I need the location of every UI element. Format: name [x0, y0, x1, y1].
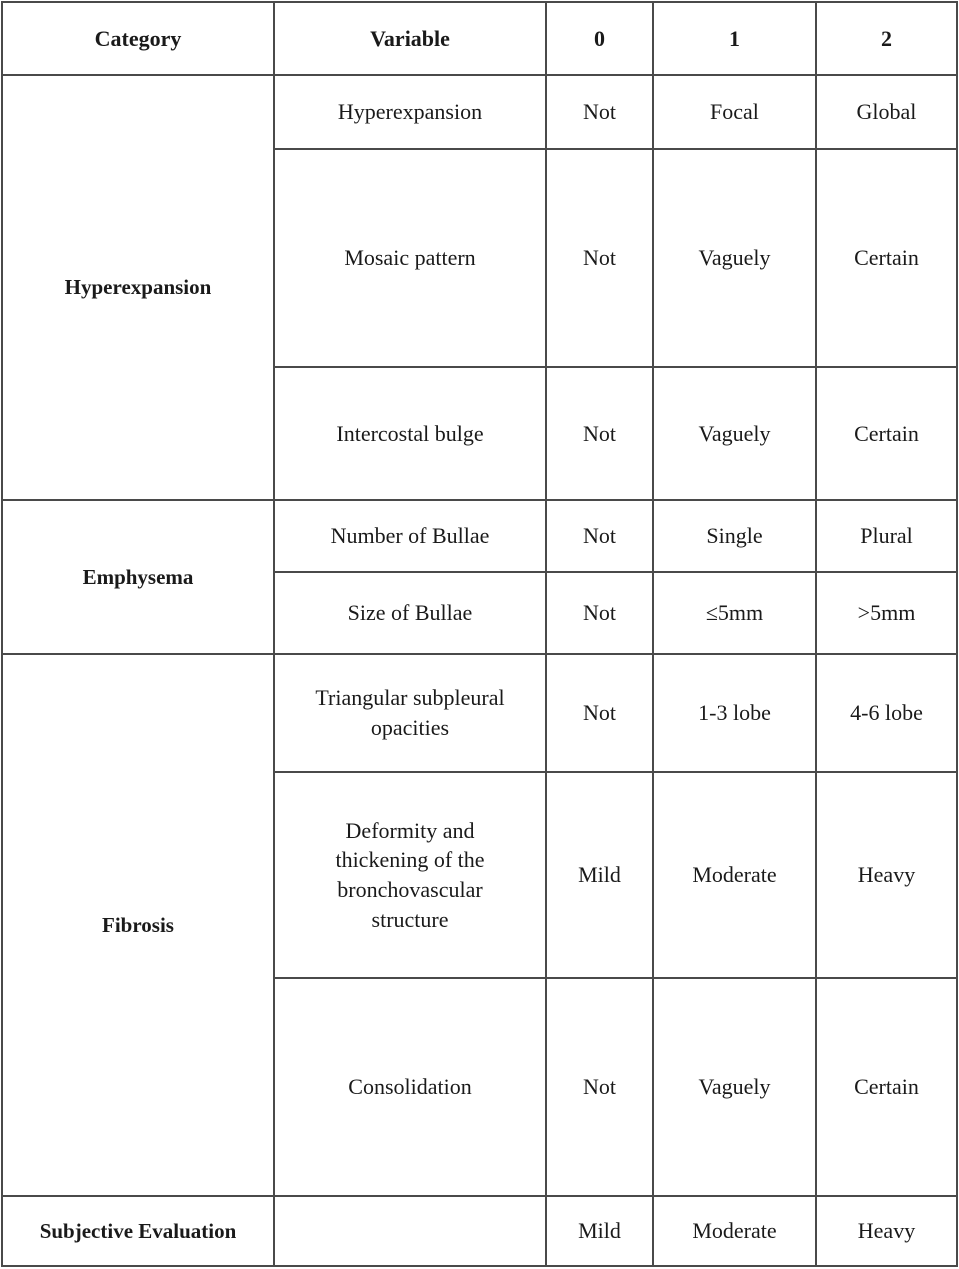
- header-score-1: 1: [653, 2, 816, 75]
- score-1-cell: 1-3 lobe: [653, 654, 816, 772]
- score-1-cell: ≤5mm: [653, 572, 816, 654]
- variable-cell: Hyperexpansion: [274, 75, 546, 149]
- table-row: [2, 1196, 957, 1266]
- score-0-cell: Mild: [546, 1196, 653, 1266]
- score-2-cell: Global: [816, 75, 957, 149]
- header-category: Category: [2, 2, 274, 75]
- score-0-cell: Mild: [546, 772, 653, 978]
- header-score-2: 2: [816, 2, 957, 75]
- score-0-cell: Not: [546, 654, 653, 772]
- score-2-cell: >5mm: [816, 572, 957, 654]
- score-2-cell: Certain: [816, 149, 957, 367]
- score-2-cell: Heavy: [816, 1196, 957, 1266]
- category-fibrosis: Fibrosis: [2, 654, 274, 1196]
- score-2-cell: Plural: [816, 500, 957, 572]
- scoring-table: [1, 1, 958, 1267]
- variable-cell: Intercostal bulge: [274, 367, 546, 500]
- score-2-cell: Certain: [816, 978, 957, 1196]
- score-1-cell: Vaguely: [653, 367, 816, 500]
- variable-cell: Number of Bullae: [274, 500, 546, 572]
- score-2-cell: 4-6 lobe: [816, 654, 957, 772]
- score-1-cell: Focal: [653, 75, 816, 149]
- table-row: [2, 75, 957, 149]
- table-row: [2, 654, 957, 772]
- variable-cell: Mosaic pattern: [274, 149, 546, 367]
- score-1-cell: Moderate: [653, 772, 816, 978]
- score-0-cell: Not: [546, 500, 653, 572]
- score-1-cell: Vaguely: [653, 978, 816, 1196]
- score-0-cell: Not: [546, 572, 653, 654]
- header-row: [2, 2, 957, 75]
- score-2-cell: Certain: [816, 367, 957, 500]
- score-1-cell: Vaguely: [653, 149, 816, 367]
- table-row: [2, 500, 957, 572]
- category-hyperexpansion: Hyperexpansion: [2, 75, 274, 500]
- variable-cell: [274, 1196, 546, 1266]
- score-0-cell: Not: [546, 367, 653, 500]
- header-score-0: 0: [546, 2, 653, 75]
- category-subjective-evaluation: Subjective Evaluation: [2, 1196, 274, 1266]
- score-0-cell: Not: [546, 149, 653, 367]
- header-variable: Variable: [274, 2, 546, 75]
- variable-cell: Triangular subpleural opacities: [274, 654, 546, 772]
- score-0-cell: Not: [546, 75, 653, 149]
- score-1-cell: Moderate: [653, 1196, 816, 1266]
- variable-cell: Size of Bullae: [274, 572, 546, 654]
- variable-cell: Deformity and thickening of the bronchovascular structure: [274, 772, 546, 978]
- score-0-cell: Not: [546, 978, 653, 1196]
- score-2-cell: Heavy: [816, 772, 957, 978]
- category-emphysema: Emphysema: [2, 500, 274, 654]
- score-1-cell: Single: [653, 500, 816, 572]
- variable-cell: Consolidation: [274, 978, 546, 1196]
